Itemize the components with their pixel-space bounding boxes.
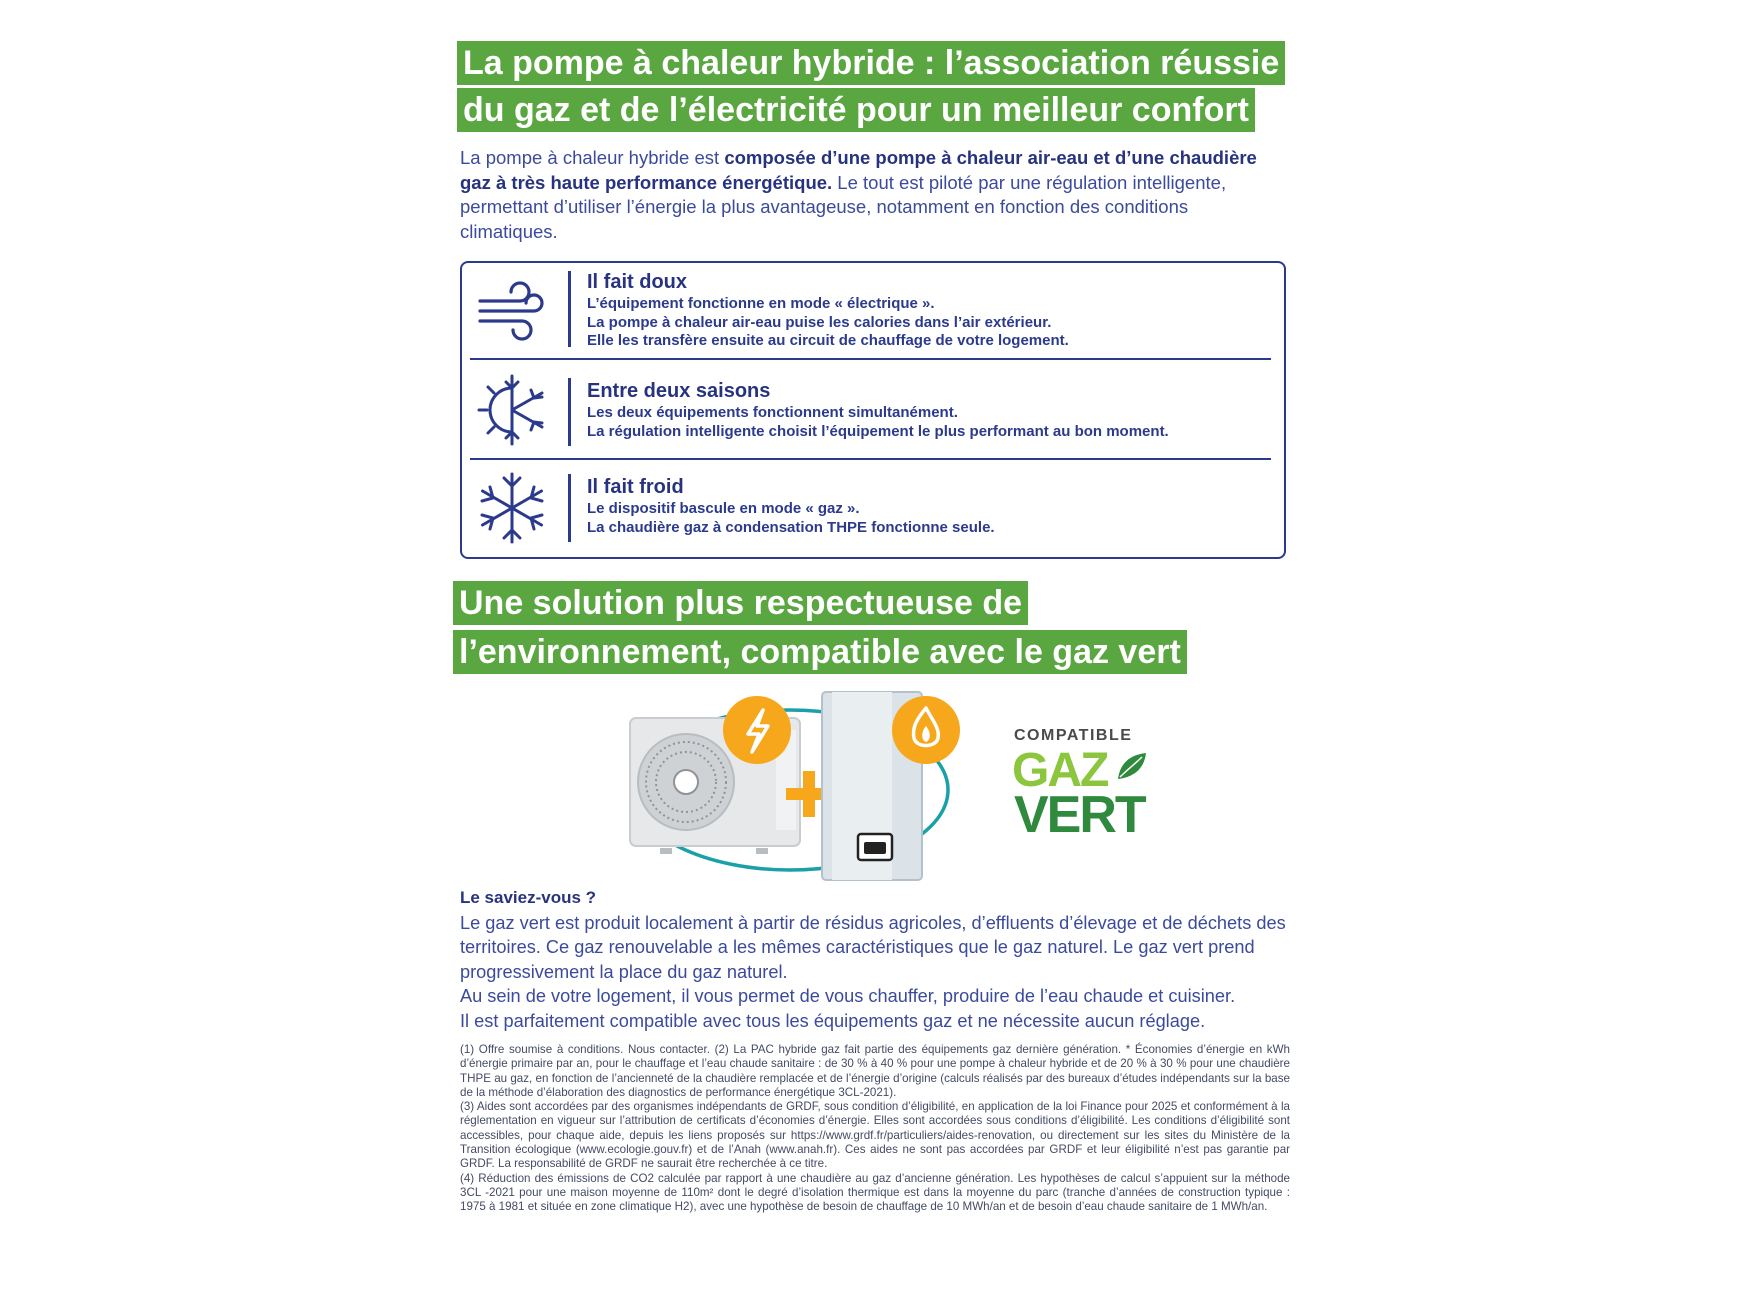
- row-divider-bar: [568, 271, 571, 347]
- hybrid-heat-pump-illustration: [600, 690, 980, 890]
- mode-line: La pompe à chaleur air-eau puise les calories dans l’air extérieur.: [587, 313, 1052, 331]
- mode-line: La régulation intelligente choisit l’équipement le plus performant au bon moment.: [587, 422, 1169, 440]
- row-divider-bar: [568, 474, 571, 542]
- footnote: (4) Réduction des émissions de CO2 calculée par rapport à une chaudière au gaz d’ancienne génération. Les hypothèses de calcul s’appuient sur la méthode 3CL -2021 pour une maison moyenne de 110m² dont le degré d’isolation thermique est dans la moyenne du parc (tranche d’années de construction typique : 1975 à 1981 et située en zone climatique H2), avec une hypothèse de besoin de chauffage de 10 MWh/an et de besoin d’eau chaude sanitaire de 1 MWh/an.: [460, 1171, 1290, 1214]
- leaf-icon: [1116, 751, 1148, 781]
- footnote: (1) Offre soumise à conditions. Nous contacter. (2) La PAC hybride gaz fait partie des équipements gaz dernière génération. * Économies d’énergie en kWh d’énergie primaire par an, pour le chauffage et l’eau chaude sanitaire : de 30 % à 40 % pour une pompe à chaleur hybride et de 20 % à 30 % pour une chaudière THPE au gaz, en fonction de l’ancienneté de la chaudière remplacée et de l’énergie d’origine (calculs réalisés par des bureaux d’études indépendants sur la base de la méthode d’élaboration des diagnostics de performance énergétique 3CL-2021).: [460, 1043, 1290, 1099]
- row-divider-bar: [568, 378, 571, 446]
- heading-1-line-1: La pompe à chaleur hybride : l’association réussie: [457, 41, 1285, 85]
- mode-title: Il fait doux: [587, 271, 687, 293]
- badge-compatible: COMPATIBLE: [1014, 727, 1133, 744]
- compatible-gaz-vert-badge: [1012, 727, 1152, 847]
- mode-line: Les deux équipements fonctionnent simultanément.: [587, 404, 958, 421]
- mode-row-froid: [462, 460, 1284, 557]
- lightning-badge-icon: [723, 696, 791, 764]
- sun-snowflake-icon: [476, 374, 548, 446]
- heading-2-line-1: Une solution plus respectueuse de: [453, 581, 1028, 625]
- mode-line: Le dispositif bascule en mode « gaz ».: [587, 500, 860, 517]
- mode-text-froid: [587, 474, 995, 537]
- intro-paragraph: [460, 146, 1290, 244]
- modes-box: [460, 261, 1286, 559]
- footnote: (3) Aides sont accordées par des organismes indépendants de GRDF, sous condition d’éligibilité, en application de la loi Finance pour 2025 et conformément à la réglementation en vigueur sur l’attribution de certificats d’économies d’énergie. Elles sont accordées sous conditions d’éligibilité. Les conditions d’éligibilité sont accessibles, pour chaque aide, depuis les liens proposés sur https://www.grdf.fr/particuliers/aides-renovation, ou directement sur les sites du Ministère de la Transition écologique (www.ecologie.gouv.fr) et de l’Anah (www.anah.fr). Ces aides ne sont pas accordées par GRDF et leur éligibilité n’est pas garantie par GRDF. La responsabilité de GRDF ne saurait être recherchée à ce titre.: [460, 1100, 1290, 1171]
- mode-row-doux: [462, 263, 1284, 357]
- snowflake-icon: [476, 472, 548, 544]
- mode-title: Entre deux saisons: [587, 380, 771, 402]
- mode-title: Il fait froid: [587, 476, 684, 498]
- mode-line: L’équipement fonctionne en mode « électrique ».: [587, 295, 935, 312]
- intro-text-2: Le tout est piloté par une régulation intelligente, permettant d’utiliser l’énergie la plus avantageuse, notamment en fonction des conditions climatiques.: [460, 171, 1227, 242]
- did-you-know-paragraph: Au sein de votre logement, il vous permet de vous chauffer, produire de l’eau chaude et cuisiner.: [460, 986, 1236, 1006]
- heading-2-line-2: l’environnement, compatible avec le gaz vert: [453, 630, 1187, 674]
- intro-bold: composée d’une pompe à chaleur air-eau et d’une chaudière gaz à très haute performance énergétique.: [460, 147, 1257, 193]
- intro-text-1: La pompe à chaleur hybride est: [460, 147, 725, 168]
- did-you-know-paragraph: Il est parfaitement compatible avec tous les équipements gaz et ne nécessite aucun réglage.: [460, 1010, 1206, 1031]
- did-you-know-title: Le saviez-vous ?: [460, 888, 597, 907]
- mode-line: La chaudière gaz à condensation THPE fonctionne seule.: [587, 518, 995, 536]
- badge-gaz: GAZ: [1012, 744, 1108, 797]
- flame-badge-icon: [892, 696, 960, 764]
- mode-text-saisons: [587, 378, 1169, 441]
- badge-vert: VERT: [1014, 786, 1145, 844]
- heading-1-line-2: du gaz et de l’électricité pour un meilleur confort: [457, 88, 1255, 132]
- did-you-know-section: [460, 886, 1300, 1033]
- did-you-know-paragraph: Le gaz vert est produit localement à partir de résidus agricoles, d’effluents d’élevage et de déchets des territoires. Ce gaz renouvelable a les mêmes caractéristiques que le gaz naturel. Le gaz vert prend progressivement la place du gaz naturel.: [460, 912, 1286, 982]
- mode-text-doux: [587, 269, 1069, 351]
- wind-icon: [476, 273, 548, 345]
- mode-row-saisons: [462, 360, 1284, 460]
- footnotes: [460, 1043, 1290, 1215]
- mode-line: Elle les transfère ensuite au circuit de chauffage de votre logement.: [587, 332, 1069, 349]
